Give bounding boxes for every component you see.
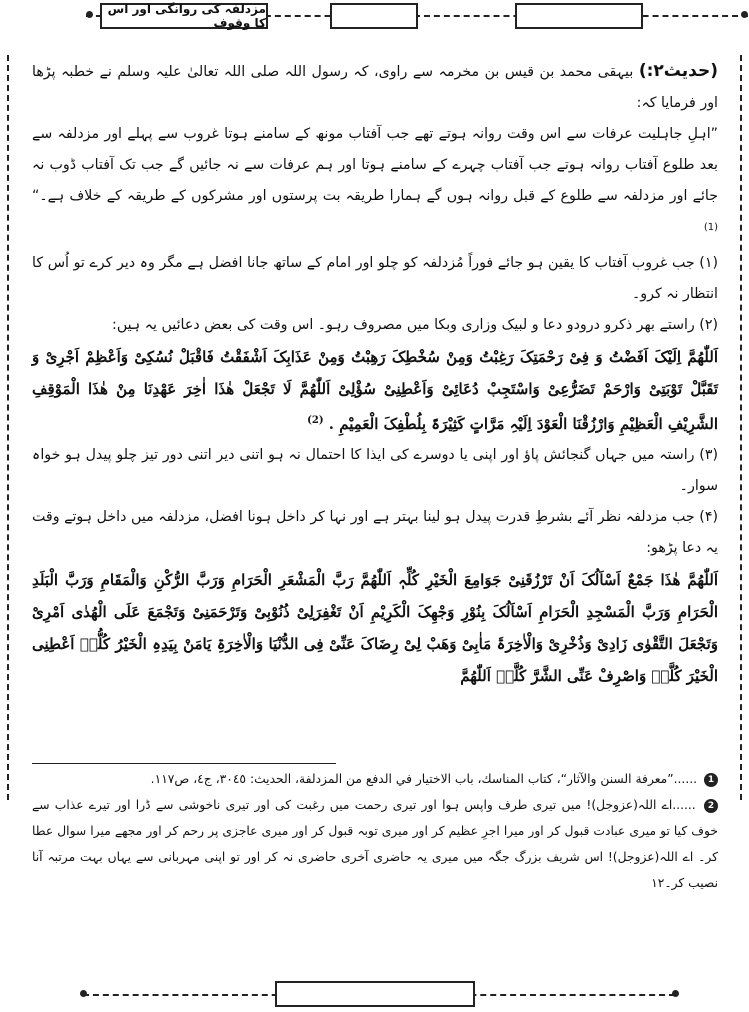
footnotes (32, 766, 718, 896)
footnote-number-badge: 1 (704, 773, 718, 787)
running-title-box (100, 3, 268, 29)
point-1: (۱) جب غروب آفتاب کا یقین ہو جائے فوراً مُزدلفہ کو چلو اور امام کے ساتھ جانا افضل ہے مگر وہ دیر کرے تو اُس کا انتظار نہ کرو۔ (32, 254, 718, 302)
footnote-ref-1: (1) (703, 222, 718, 233)
left-dashed-border (7, 55, 9, 800)
footnote-2-text: ......اے اللہ(عزوجل)! میں تیری طرف واپس ہوا اور تیری رحمت میں رغبت کی اور تیری ناخوشی سے ڈرا اور تیرے عذاب سے خوف کیا تو میری عبادت قبول کر اور میرا اجرِ عظیم کر اور میری توبہ قبول کر اور میری عاجزی پر رحم کر اور مجھے میرا سوال عطا کر۔ اے اللہ(عزوجل)! اس شریف بزرگ جگہ میں میری یہ حاضری آخری حاضری نہ کر اور تو اپنی مہربانی سے یہاں بہت مرتبہ آنا نصیب کر۔۱۲ (32, 798, 718, 890)
footer-dot (672, 990, 679, 997)
dua-1 (32, 341, 718, 440)
header-empty-box (515, 3, 643, 29)
running-title: مزدلفہ کی روانگی اور اس کا وقوف (107, 2, 266, 30)
hadith-label: (حدیث۲:) (638, 61, 719, 81)
header-dot (86, 11, 93, 18)
header-empty-box (330, 3, 418, 29)
footnote-1 (32, 766, 718, 792)
footnote-number-badge: 2 (704, 799, 718, 813)
point-2: (۲) راستے بھر ذکرو درودو دعا و لبیک وزاری وبکا میں مصروف رہو۔ اس وقت کی بعض دعائیں یہ ہیں: (112, 316, 718, 333)
point-4: (۴) جب مزدلفہ نظر آئے بشرطِ قدرت پیدل ہو لینا بہتر ہے اور نہا کر داخل ہونا افضل، مزدلفہ میں داخل ہوتے وقت یہ دعا پڑھو: (32, 508, 718, 556)
dua-1-text: اَللّٰھُمَّ اِلَیْکَ اَفَضْتُ وَ فِیْ رَحْمَتِکَ رَغِبْتُ وَمِنْ سُخْطِکَ رَھِبْتُ وَمِنْ عَذَابِکَ اَشْفَقْتُ فَاقْبَلْ نُسُکِیْ وَاَعْظِمْ اَجْرِیْ وَ تَقَبَّلْ تَوْبَتِیْ وَارْحَمْ تَضَرُّعِیْ وَاسْتَجِبْ دُعَائِیْ وَاَعْطِنِیْ سُؤْلِیْ اَللّٰھُمَّ لَا تَجْعَلْ ھٰذَا اٰخِرَ عَھْدِنَا مِنْ ھٰذَا الْمَوْقِفِ الشَّرِیْفِ الْعَظِیْمِ وَارْزُقْنَا الْعَوْدَ اِلَیْہِ مَرَّاتٍ کَثِیْرَۃً بِلُطْفِکَ الْعَمِیْمِ . (32, 347, 718, 433)
footnote-2 (32, 792, 718, 896)
footer-empty-box (275, 981, 475, 1007)
hadith-intro (32, 56, 718, 119)
page-body (32, 56, 718, 692)
footnote-separator (32, 763, 336, 764)
footnote-ref-2: (2) (307, 414, 324, 426)
dua-2: اَللّٰھُمَّ ھٰذَا جَمْعٌ اَسْاَلُکَ اَنْ تَرْزُقَنِیْ جَوَامِعَ الْخَیْرِ کُلِّہٖ اَللّٰھُمَّ رَبَّ الْمَشْعَرِ الْحَرَامِ وَرَبَّ الرُّکْنِ وَالْمَقَامِ وَرَبَّ الْبَلَدِ الْحَرَامِ وَرَبَّ الْمَسْجِدِ الْحَرَامِ اَسْاَلُکَ بِنُوْرِ وَجْھِکَ الْکَرِیْمِ اَنْ تَغْفِرَلِیْ ذُنُوْبِیْ وَتَرْحَمَنِیْ وَتَجْمَعَ عَلَی الْھُدٰی اَمْرِیْ وَتَجْعَلَ التَّقْوٰی زَادِیْ وَذُخْرِیْ وَالْاٰخِرَۃَ مَاٰبِیْ وَھَبْ لِیْ رِضَاکَ عَنِّیْ فِی الدُّنْیَا وَالْاٰخِرَۃِ یَامَنْ بِیَدِہِ الْخَیْرُ کُلُّہٗ اَعْطِنِی الْخَیْرَ کُلَّہٗ وَاصْرِفْ عَنِّی الشَّرَّ کُلَّہٗ اَللّٰھُمَّ (32, 570, 718, 685)
point-3: (۳) راستہ میں جہاں گنجائش پاؤ اور اپنی یا دوسرے کی ایذا کا احتمال نہ ہو اتنی دیر اتنی دور تیز چلو پیدل ہو خواہ سوار۔ (32, 446, 718, 494)
hadith-intro-text: بیہقی محمد بن قیس بن مخرمہ سے راوی، کہ رسول اللہ صلی اللہ تعالیٰ علیہ وسلم نے خطبہ پڑھا اور فرمایا کہ: (32, 64, 718, 111)
footer-dot (80, 990, 87, 997)
hadith-quote (32, 119, 718, 248)
header-dot (741, 11, 748, 18)
right-dashed-border (740, 55, 742, 800)
footnote-1-text: ......”معرفة السنن والآثار“، كتاب المناسك، باب الاختيار في الدفع من المزدلفة، الحديث: ٣٠٤٥، ج٤، ص١١٧. (150, 772, 698, 786)
hadith-quote-text: ”اہلِ جاہلیت عرفات سے اس وقت روانہ ہوتے تھے جب آفتاب مونھ کے سامنے ہوتا غروب سے پہلے اور مزدلفہ سے بعد طلوع آفتاب روانہ ہوتے جب آفتاب چہرے کے سامنے ہوتا اور ہم عرفات سے نہ جائیں گے جب تک آفتاب ڈوب نہ جائے اور مزدلفہ سے طلوع کے قبل روانہ ہوں گے ہمارا طریقہ بت پرستوں اور مشرکوں کے طریقہ کے خلاف ہے۔“ (32, 126, 718, 204)
